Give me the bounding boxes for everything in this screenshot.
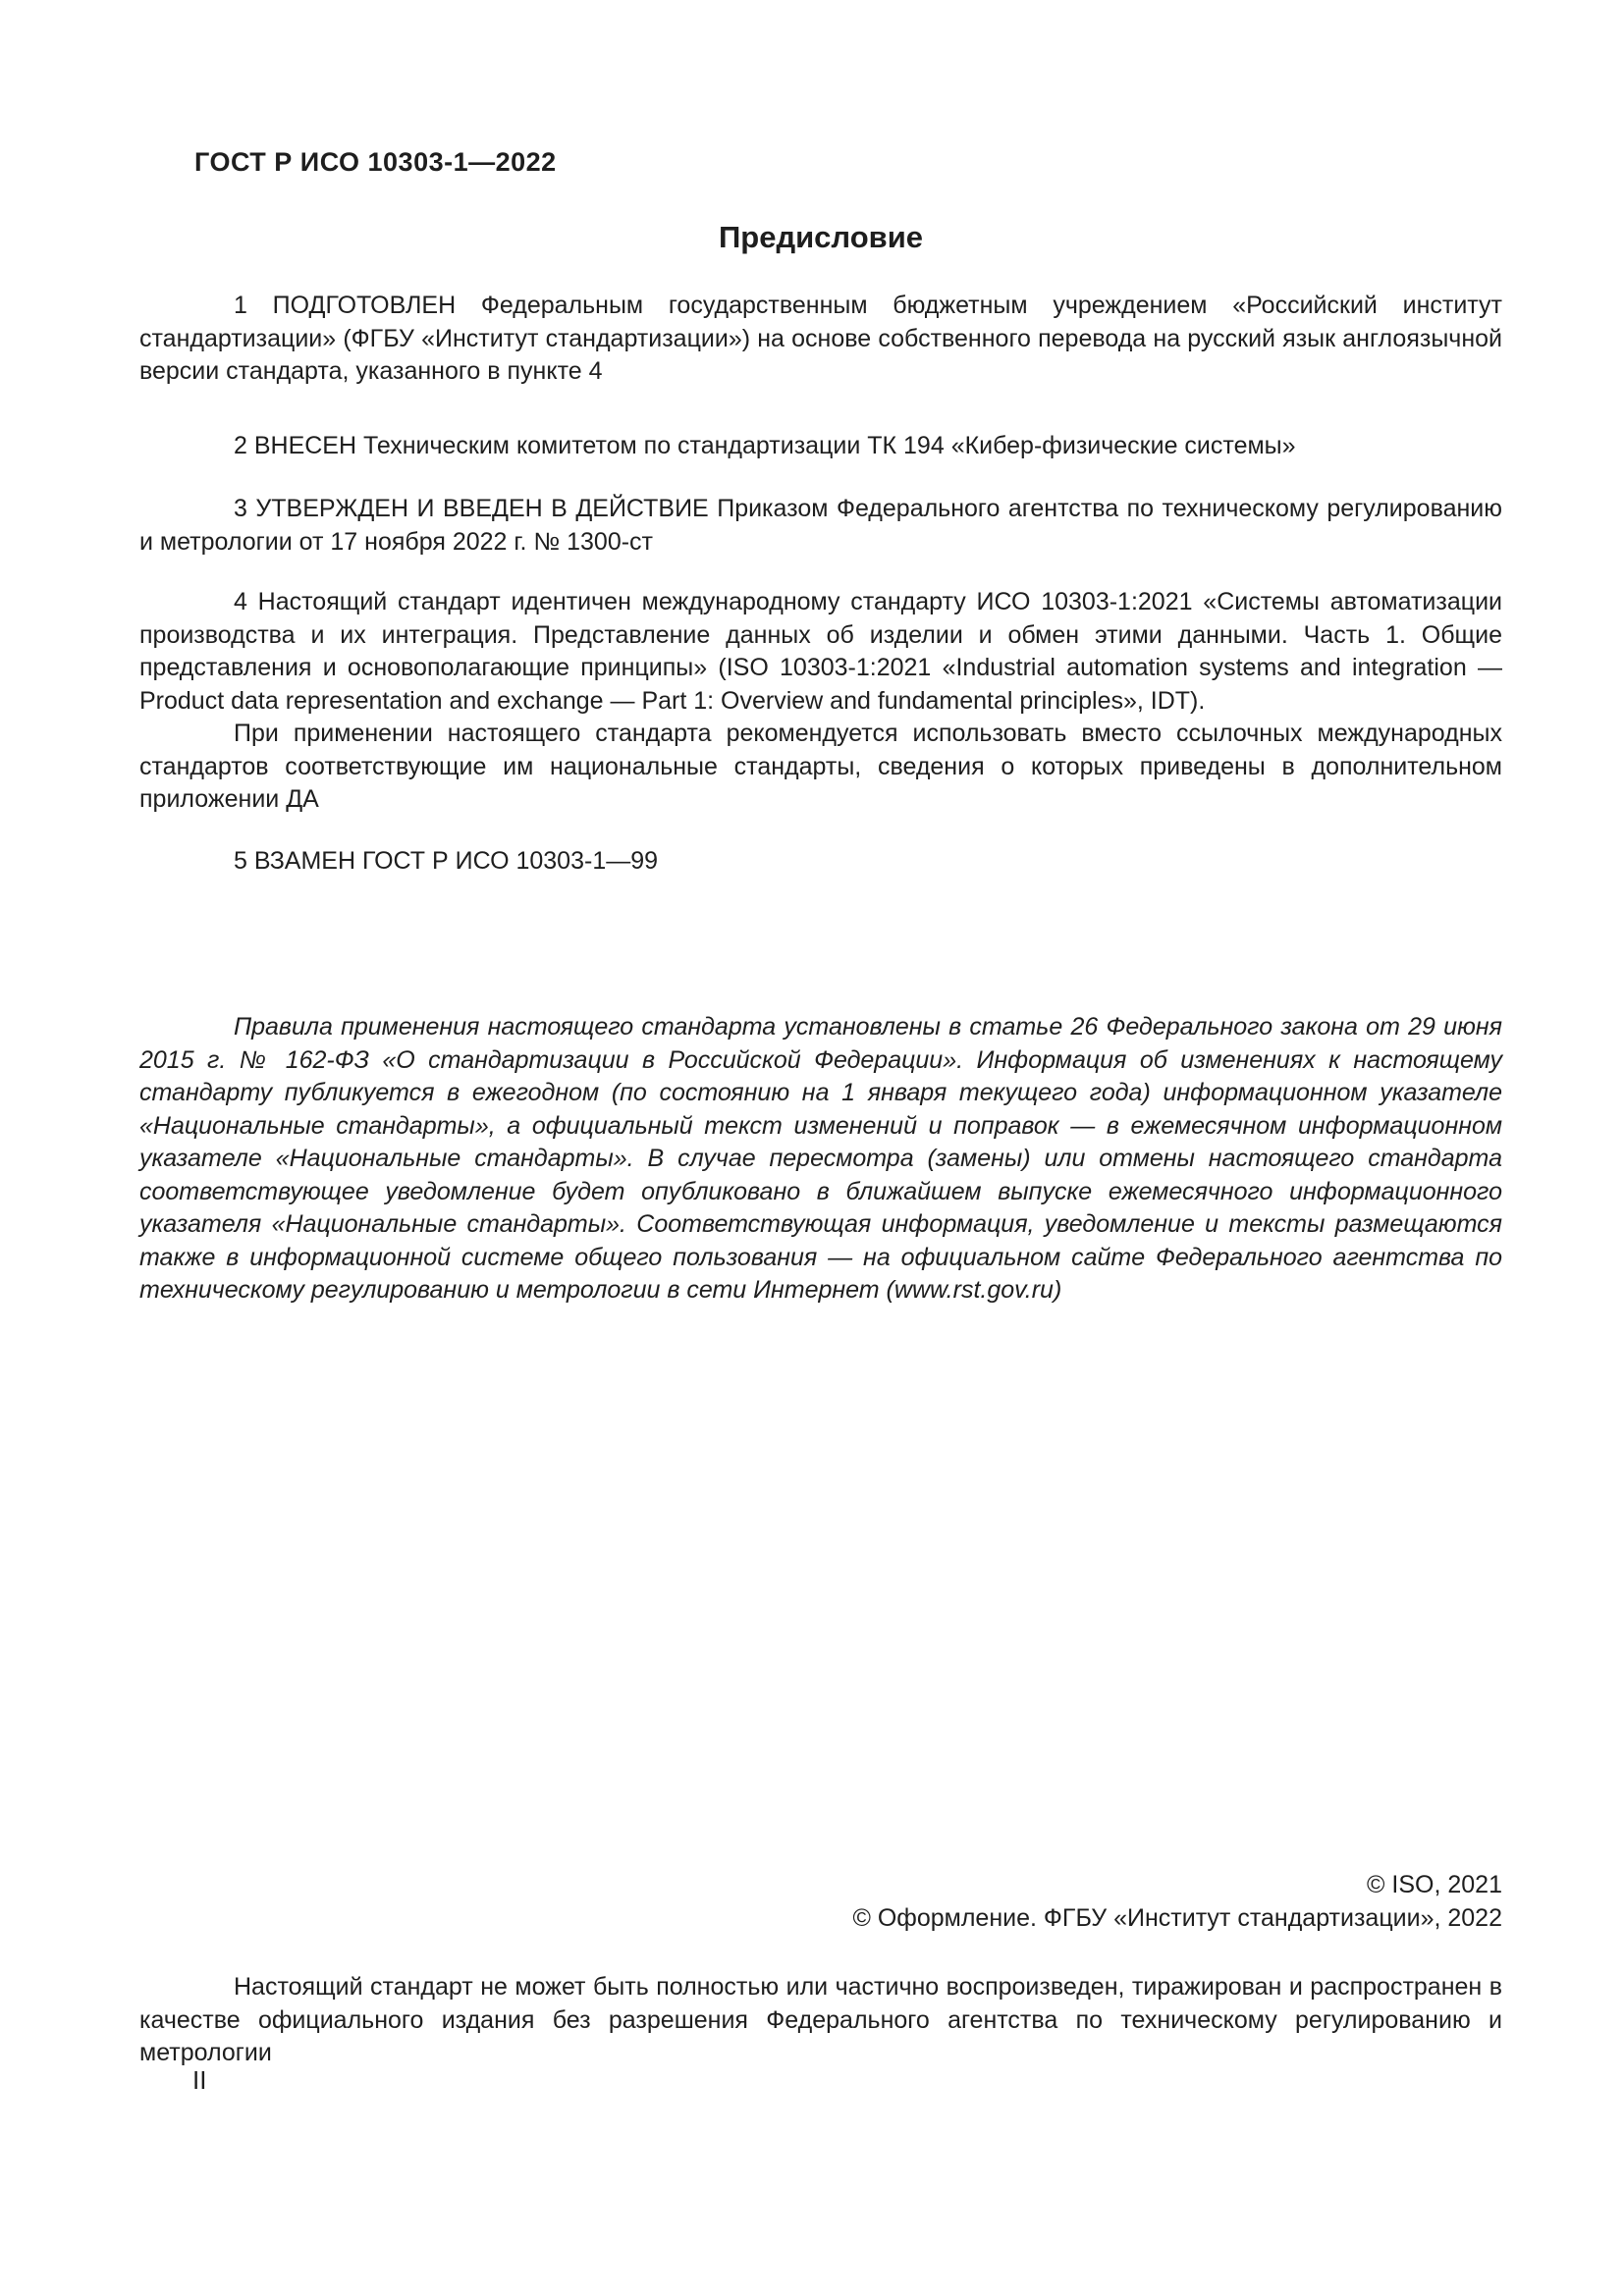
page-number: II [192,2065,207,2095]
copyright-iso-line: © ISO, 2021 [1367,1871,1502,1898]
clause-approved: 3 УТВЕРЖДЕН И ВВЕДЕН В ДЕЙСТВИЕ Приказом Федерального агентства по техническому регулированию и метрологии от 17 ноября 2022 г. № 1300-ст [139,495,1502,556]
clause-identical-note: При применении настоящего стандарта рекомендуется использовать вместо ссылочных международных стандартов соответствующие им национальные стандарты, сведения о которых приведены в дополнительном приложении ДА [139,720,1502,813]
page-title: Предисловие [718,220,923,254]
clause-replaces: 5 ВЗАМЕН ГОСТ Р ИСО 10303-1—99 [234,846,659,875]
clause-prepared: 1 ПОДГОТОВЛЕН Федеральным государственным бюджетным учреждением «Российский институт стандартизации» (ФГБУ «Институт стандартизации») на основе собственного перевода на русский язык англоязычной версии стандарта, указанного в пункте 4 [139,292,1502,385]
clause-submitted: 2 ВНЕСЕН Техническим комитетом по стандартизации ТК 194 «Кибер-физические системы» [234,431,1296,459]
clause-identical: 4 Настоящий стандарт идентичен международному стандарту ИСО 10303-1:2021 «Системы автоматизации производства и их интеграция. Представление данных об изделии и обмен этими данными. Часть 1. Общие представления и основополагающие принципы» (ISO 10303-1:2021 «Industrial automation systems and integration — Product data representation and exchange — Part 1: Overview and fundamental principles», IDT). [139,588,1502,715]
reproduction-restriction: Настоящий стандарт не может быть полностью или частично воспроизведен, тиражирован и распространен в качестве официального издания без разрешения Федерального агентства по техническому регулированию и метрологии [139,1973,1502,2066]
copyright-block [852,1868,1502,1935]
copyright-design-line: © Оформление. ФГБУ «Институт стандартизации», 2022 [852,1904,1502,1932]
application-rules-note: Правила применения настоящего стандарта установлены в статье 26 Федерального закона от 29 июня 2015 г. № 162-ФЗ «О стандартизации в Российской Федерации». Информация об изменениях к настоящему стандарту публикуется в ежегодном (по состоянию на 1 января текущего года) информационном указателе «Национальные стандарты», а официальный текст изменений и поправок — в ежемесячном информационном указателе «Национальные стандарты». В случае пересмотра (замены) или отмены настоящего стандарта соответствующее уведомление будет опубликовано в ближайшем выпуске ежемесячного информационного указателя «Национальные стандарты». Соответствующая информация, уведомление и тексты размещаются также в информационной системе общего пользования — на официальном сайте Федерального агентства по техническому регулированию и метрологии в сети Интернет (www.rst.gov.ru) [139,1013,1502,1304]
running-header: ГОСТ Р ИСО 10303-1—2022 [194,147,557,177]
foreword-clauses [139,275,1502,878]
